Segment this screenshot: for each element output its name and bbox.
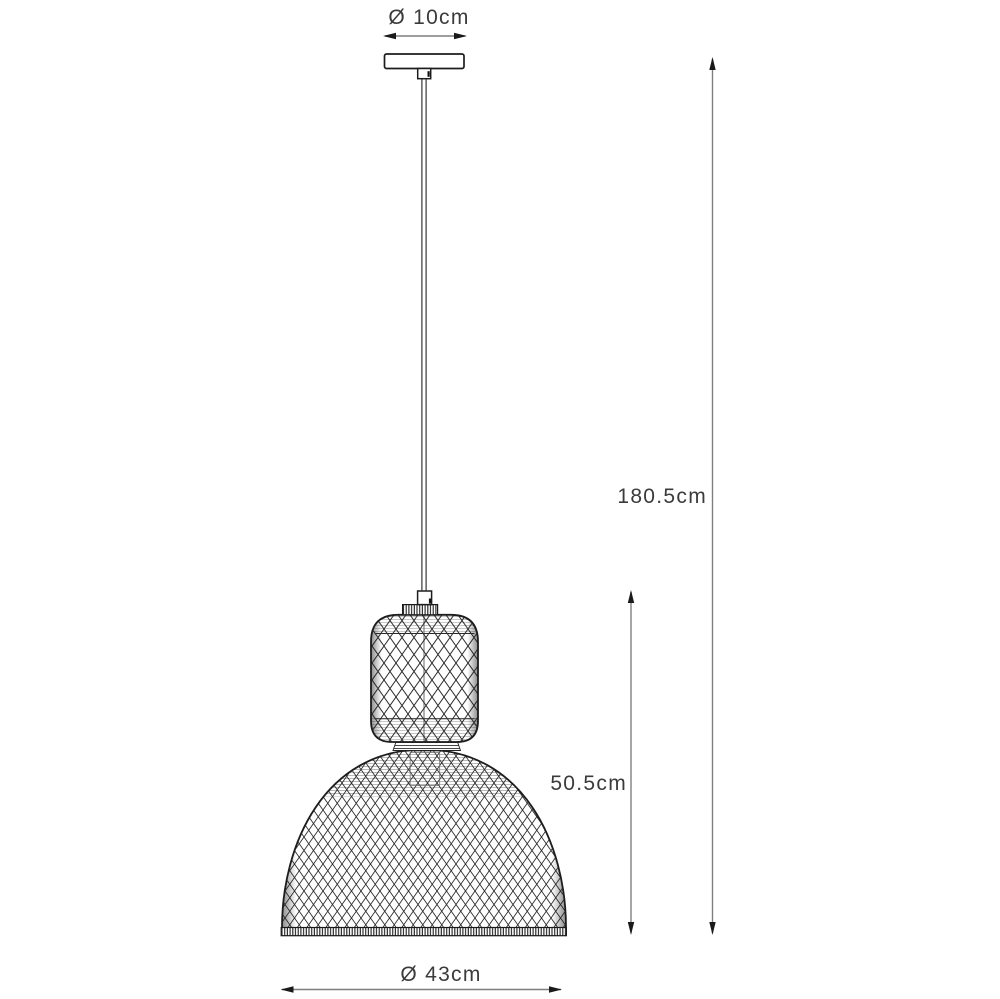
dimension-total-height [617, 57, 715, 935]
fixture-height-label: 50.5cm [550, 772, 627, 795]
canopy-plate [385, 54, 465, 69]
pendant-lamp [281, 54, 567, 936]
ceiling-canopy [385, 54, 465, 79]
arrow-left [383, 33, 396, 39]
dome-shade [281, 748, 567, 936]
lantern-cage [371, 614, 478, 743]
suspension-cord [422, 79, 426, 591]
canopy-diameter-label: Ø 10cm [388, 6, 470, 29]
dome-edge-shading [282, 750, 566, 929]
dimension-shade-diameter [281, 963, 563, 993]
arrow-up [709, 57, 715, 70]
shade-diameter-label: Ø 43cm [400, 963, 482, 986]
arrow-right [454, 33, 467, 39]
ribbed-cap [403, 605, 438, 615]
arrow-down [709, 922, 715, 935]
arrow-up [628, 590, 634, 603]
neck-ring [393, 742, 461, 751]
dimension-canopy-diameter [383, 6, 470, 39]
total-height-label: 180.5cm [617, 485, 707, 508]
cord-connector [418, 591, 432, 605]
arrow-left [281, 986, 294, 992]
dome-bottom-rim [281, 928, 566, 936]
arrow-down [628, 922, 634, 935]
arrow-right [549, 986, 562, 992]
